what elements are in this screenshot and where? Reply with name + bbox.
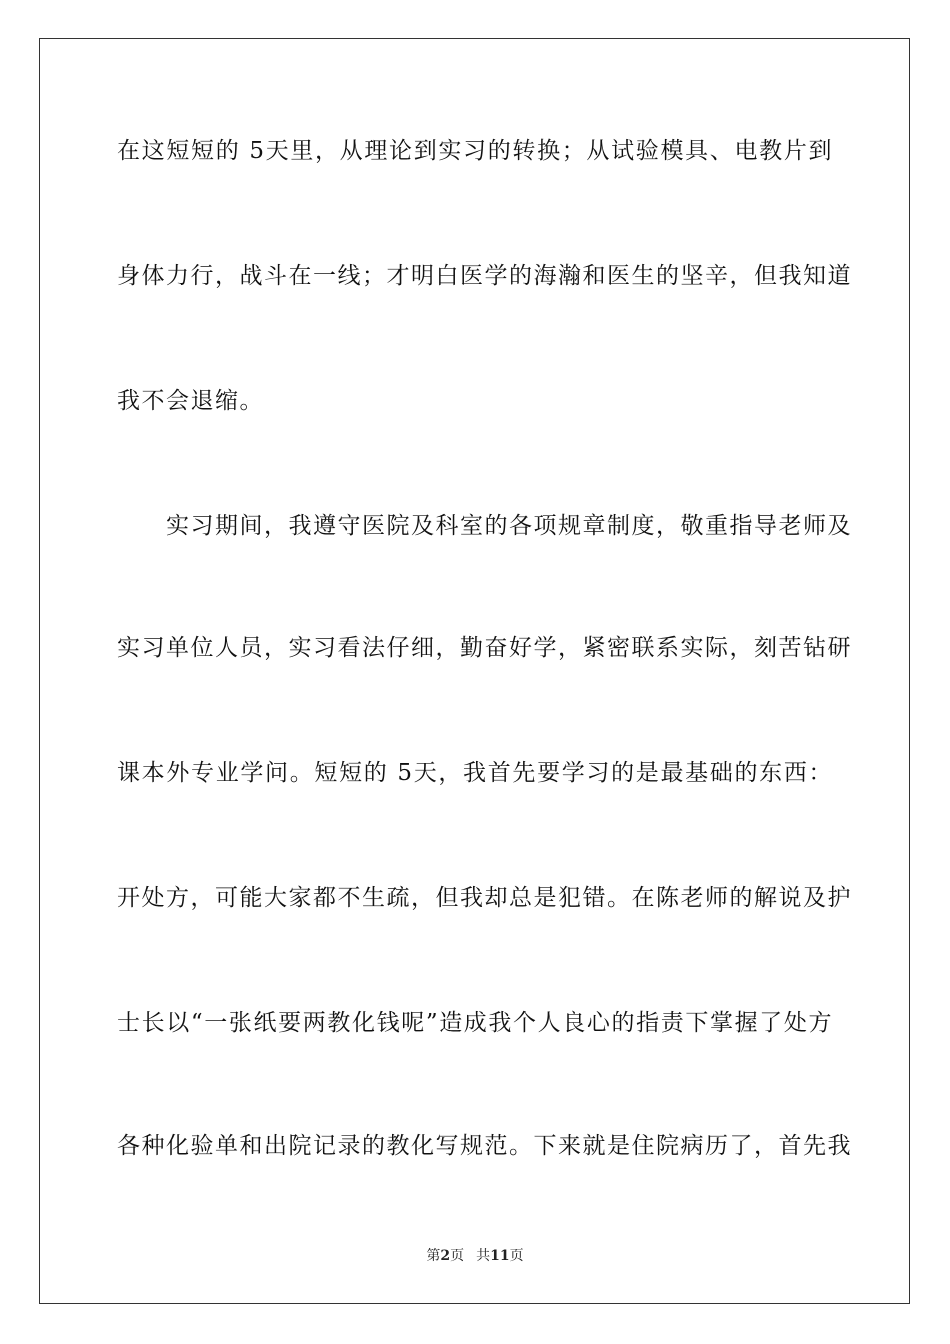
total-suffix: 页 [509,1248,524,1264]
text-line-2: 身体力行，战斗在一线；才明白医学的海瀚和医生的坚辛，但我知道 [117,263,852,289]
page-prefix: 第 [426,1248,441,1264]
page-footer [0,1247,950,1265]
text-line-9: 各种化验单和出院记录的教化写规范。下来就是住院病历了，首先我 [117,1133,852,1159]
page-border [39,38,910,1304]
total-page-count: 11 [490,1248,510,1264]
page-suffix: 页 [450,1248,465,1264]
text-line-5: 实习单位人员，实习看法仔细，勤奋好学，紧密联系实际，刻苦钻研 [117,635,852,661]
text-line-4: 实习期间，我遵守医院及科室的各项规章制度，敬重指导老师及 [117,513,852,539]
text-line-1: 在这短短的 5天里，从理论到实习的转换；从试验模具、电教片到 [117,138,833,164]
text-line-6: 课本外专业学问。短短的 5天，我首先要学习的是最基础的东西： [117,760,833,786]
text-line-7: 开处方，可能大家都不生疏，但我却总是犯错。在陈老师的解说及护 [117,885,852,911]
total-prefix: 共 [476,1248,491,1264]
text-line-8: 士长以“一张纸要两教化钱呢”造成我个人良心的指责下掌握了处方 [117,1010,833,1036]
current-page-number: 2 [440,1248,451,1264]
text-line-3: 我不会退缩。 [117,388,264,414]
